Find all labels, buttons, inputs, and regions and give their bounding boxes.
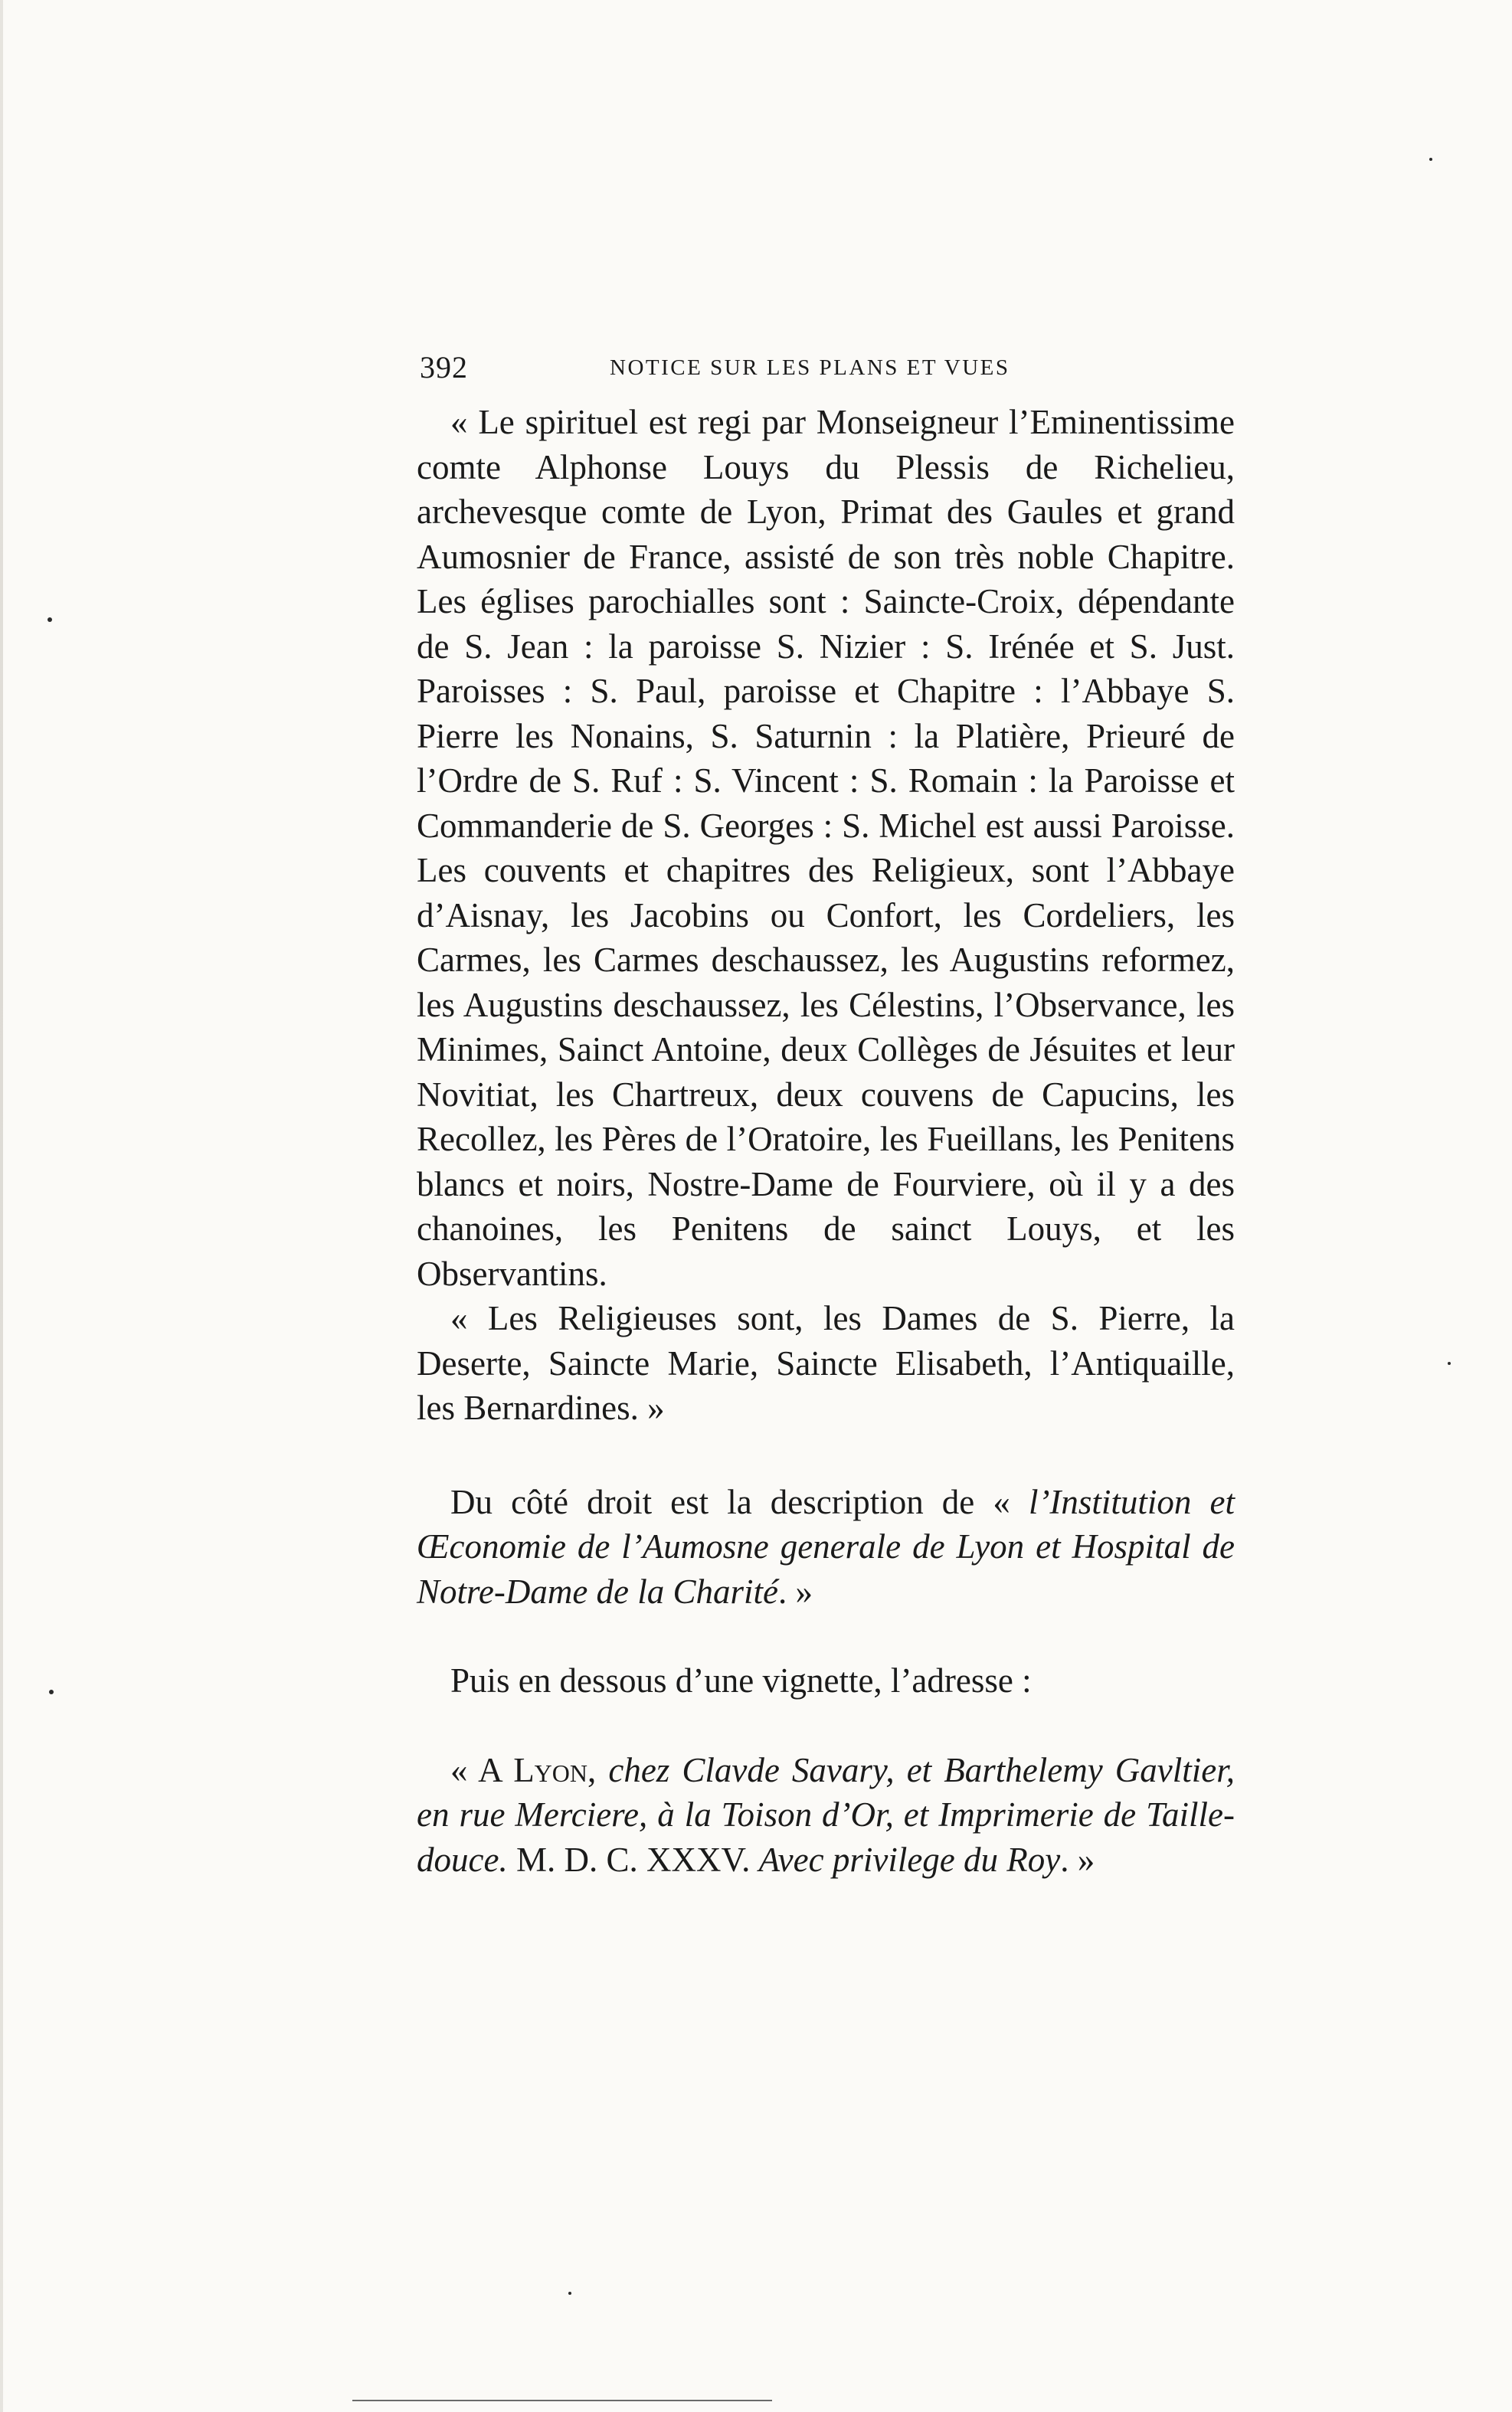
paragraph-address	[417, 1748, 1235, 1883]
scan-speck	[49, 1690, 54, 1694]
paragraph-description	[417, 1480, 1235, 1615]
footer-rule	[352, 2400, 772, 2401]
address-city: Lyon	[513, 1750, 588, 1789]
address-date: M. D. C. XXXV.	[507, 1840, 759, 1879]
description-title: l’Institution et Œconomie de l’Aumosne generale de Lyon et Hospital de Notre-Dame de la Charité	[417, 1482, 1235, 1611]
paragraph-religieuses: « Les Religieuses sont, les Dames de S. Pierre, la Deserte, Saincte Marie, Saincte Elisabeth, l’Antiquaille, les Bernardines. »	[417, 1299, 1235, 1427]
page-number: 392	[420, 350, 468, 385]
scan-speck	[1448, 1362, 1451, 1365]
text-block	[417, 400, 1235, 1882]
address-sep: ,	[587, 1750, 609, 1789]
running-head: NOTICE SUR LES PLANS ET VUES	[610, 355, 1010, 380]
description-lead: Du côté droit est la description de «	[450, 1482, 1029, 1521]
address-close: . »	[1060, 1840, 1095, 1879]
scan-speck	[568, 2292, 571, 2295]
address-privilege: Avec privilege du Roy	[758, 1840, 1061, 1879]
scan-speck	[1429, 158, 1432, 161]
address-open: « A	[450, 1750, 514, 1789]
address-publishers: chez Clavde Savary, et Barthelemy Gavltier, en rue Merciere, à la Toison d’Or, et Imprimerie de Taille-douce.	[417, 1750, 1235, 1879]
paragraph-address-intro: Puis en dessous d’une vignette, l’adresse :	[450, 1661, 1032, 1700]
paragraph-spiritual: « Le spirituel est regi par Monseigneur l’Eminentissime comte Alphonse Louys du Plessis de Richelieu, archevesque comte de Lyon, Primat des Gaules et grand Aumosnier de France, assisté de son très noble Chapitre. Les églises parochialles sont : Saincte-Croix, dépendante de S. Jean : la paroisse S. Nizier : S. Irénée et S. Just. Paroisses : S. Paul, paroisse et Chapitre : l’Abbaye S. Pierre les Nonains, S. Saturnin : la Platière, Prieuré de l’Ordre de S. Ruf : S. Vincent : S. Romain : la Paroisse et Commanderie de S. Georges : S. Michel est aussi Paroisse. Les couvents et chapitres des Religieux, sont l’Abbaye d’Aisnay, les Jacobins ou Confort, les Cordeliers, les Carmes, les Carmes deschaussez, les Augustins reformez, les Augustins deschaussez, les Célestins, l’Observance, les Minimes, Sainct Antoine, deux Collèges de Jésuites et leur Novitiat, les Chartreux, deux couvens de Capucins, les Recollez, les Pères de l’Oratoire, les Fueillans, les Penitens blancs et noirs, Nostre-Dame de Fourviere, où il y a des chanoines, les Penitens de sainct Louys, et les Observantins.	[417, 403, 1235, 1293]
scan-edge	[0, 0, 3, 2412]
page-header	[420, 349, 1232, 388]
description-tail: . »	[778, 1572, 813, 1611]
scan-speck	[47, 617, 52, 622]
